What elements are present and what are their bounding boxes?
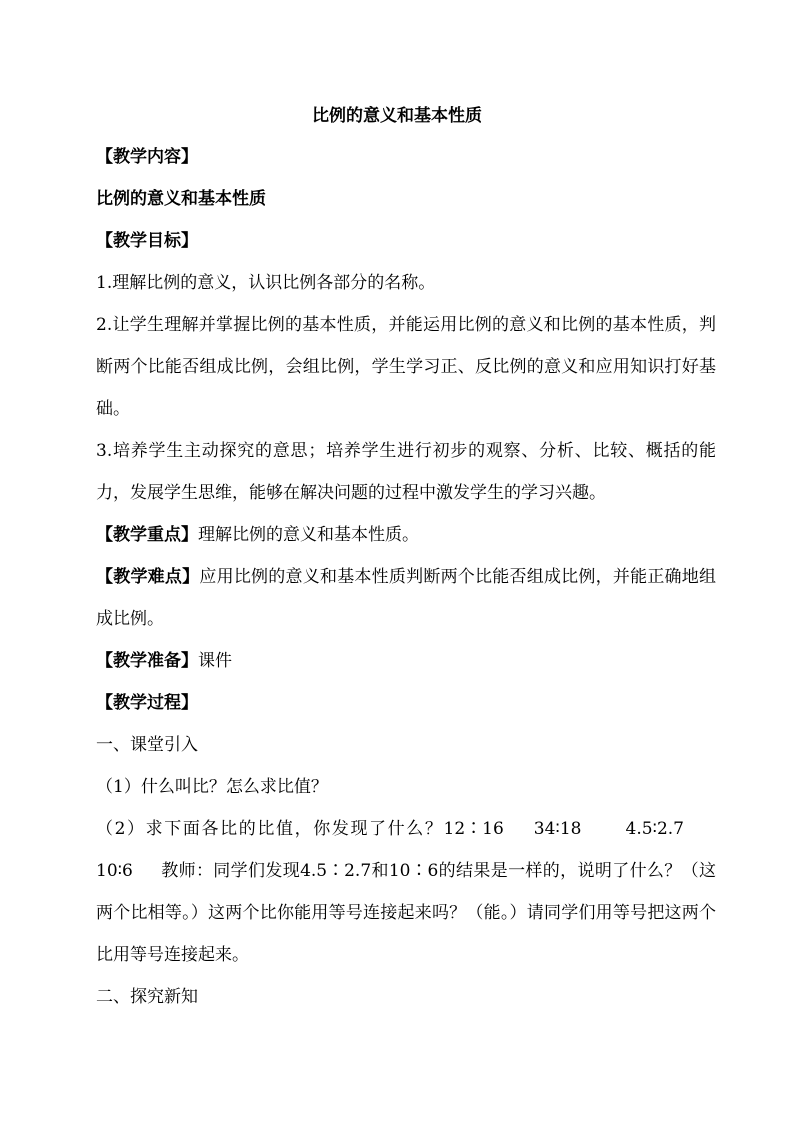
ratio-4: 10∶6 (96, 861, 133, 881)
prep-text: 课件 (198, 651, 232, 671)
key-text: 理解比例的意义和基本性质。 (198, 525, 419, 545)
goal-item-1: 1.理解比例的意义，认识比例各部分的名称。 (96, 273, 436, 293)
key-heading: 【教学重点】 (96, 525, 198, 545)
section2-heading: 二、探究新知 (96, 987, 198, 1007)
content-text: 比例的意义和基本性质 (96, 189, 266, 209)
difficulty-text: 应用比例的意义和基本性质判断两个比能否组成比例，并能正确地组成比例。 (96, 567, 717, 629)
goal-item-3: 3.培养学生主动探究的意思；培养学生进行初步的观察、分析、比较、概括的能力，发展学生思维，能够在解决问题的过程中激发学生的学习兴趣。 (96, 441, 716, 503)
ratio-1: 12∶16 (443, 819, 504, 839)
goal-item-2: 2.让学生理解并掌握比例的基本性质，并能运用比例的意义和比例的基本性质，判断两个比能否组成比例，会组比例，学生学习正、反比例的意义和应用知识打好基础。 (96, 315, 716, 419)
goals-heading: 【教学目标】 (96, 231, 198, 251)
question-2 (96, 808, 716, 976)
difficulty-point (96, 556, 716, 640)
prep-point (96, 640, 716, 682)
ratio-3: 4.5∶2.7 (625, 819, 684, 839)
content-heading: 【教学内容】 (96, 147, 198, 167)
document-title: 比例的意义和基本性质 (312, 106, 482, 126)
ratio-2: 34∶18 (533, 819, 582, 839)
key-point (96, 514, 716, 556)
question-2-rest: 教师：同学们发现4.5∶2.7和10∶6的结果是一样的，说明了什么？（这两个比相等。）这两个比你能用等号连接起来吗？（能。）请同学们用等号把这两个比用等号连接起来。 (96, 861, 716, 965)
prep-heading: 【教学准备】 (96, 651, 198, 671)
process-heading: 【教学过程】 (96, 693, 198, 713)
difficulty-heading: 【教学难点】 (96, 567, 200, 587)
question-2-intro: （2）求下面各比的比值，你发现了什么？ (96, 819, 444, 839)
question-1: （1）什么叫比？怎么求比值？ (96, 777, 328, 797)
section1-heading: 一、课堂引入 (96, 735, 198, 755)
